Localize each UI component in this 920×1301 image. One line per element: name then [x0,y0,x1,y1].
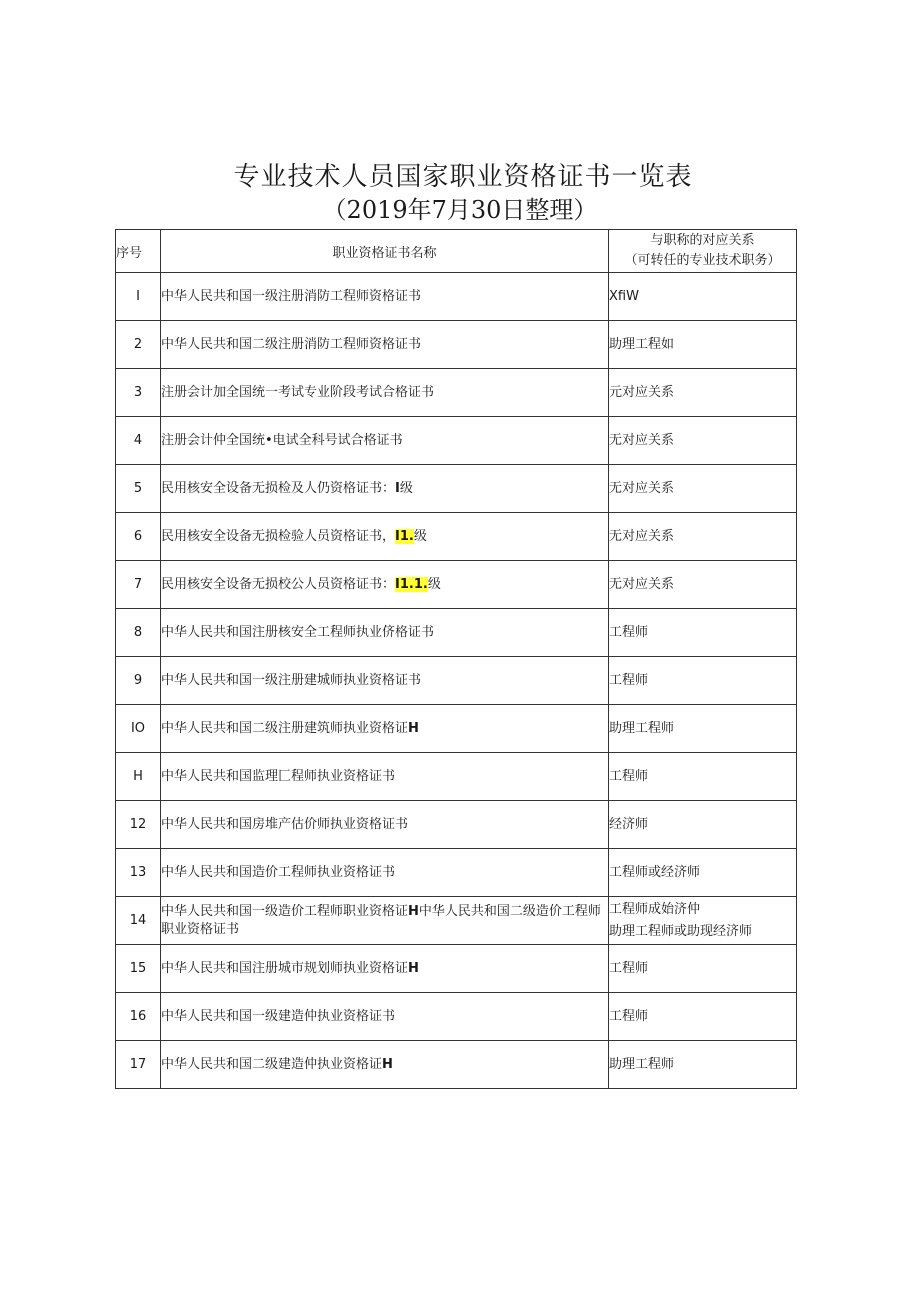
row-number: 14 [116,897,161,945]
title-relation [609,897,797,945]
certificate-name-suffix: 级 [399,480,413,496]
title-relation: 工程师 [609,753,797,801]
title-relation: 工程师或经济师 [609,849,797,897]
row-number: 13 [116,849,161,897]
certificate-name-text: 民用核安全设备无损校公人员资格证书： [161,576,396,592]
title-relation: 助理工程师 [609,705,797,753]
title-line-main: 专业技术人员国家职业资格证书一览表 [233,162,693,192]
certificate-name-text: 民用核安全设备无损检及人仍资格证书： [161,480,396,496]
certificate-name: 中华人民共和国一级注册建城师执业资格证书 [161,657,609,705]
table-row [116,321,797,369]
title-relation: 无对应关系 [609,513,797,561]
certificate-name: 中华人民共和国监理匚程师执业资格证书 [161,753,609,801]
table-row [116,513,797,561]
certificate-name-text: 中华人民共和国注册城市规划师执业资格证 [161,960,409,976]
title-relation: 元对应关系 [609,369,797,417]
row-number: 16 [116,993,161,1041]
row-number: 7 [116,561,161,609]
certificate-name: 中华人民共和国一级注册消防工程师资格证书 [161,273,609,321]
certificate-level-highlight: I1. [395,528,414,544]
certificate-level: I [395,480,400,496]
certificate-name: 中华人民共和国二级注册消防工程师资格证书 [161,321,609,369]
table-row [116,561,797,609]
table-row [116,465,797,513]
certificate-name: 中华人民共和国造价工程师执业资格证书 [161,849,609,897]
title-relation: 工程师 [609,609,797,657]
certificate-name: 中华人民共和国注册核安全工程师执业侪格证书 [161,609,609,657]
certificate-name-text: 中华人民共和国一级造价工程师职业资格证 [161,903,409,919]
row-number: 12 [116,801,161,849]
header-relation-line2: （可转任的专业技术职务） [624,253,781,268]
row-number: 8 [116,609,161,657]
table-row [116,801,797,849]
title-relation: 工程师 [609,945,797,993]
certificate-name [161,465,609,513]
title-relation-line2: 助理工程师或助现经济师 [609,923,753,939]
certificate-name [161,897,609,945]
certificate-name-separator: H [408,903,419,919]
table-row [116,945,797,993]
title-relation: 工程师 [609,993,797,1041]
row-number: 3 [116,369,161,417]
table-header-row [116,230,797,273]
certificate-name: 注册会计仲全国统•电试全科号试合格证书 [161,417,609,465]
row-number: 17 [116,1041,161,1089]
certificate-name-text: 中华人民共和国二级注册建筑师执业资格证 [161,720,409,736]
certificate-name-suffix: 级 [427,576,441,592]
certificate-name [161,561,609,609]
table-row [116,657,797,705]
certificate-name: 中华人民共和国房堆产估价师执业资格证书 [161,801,609,849]
table-row [116,849,797,897]
certificate-name [161,1041,609,1089]
title-relation-line1: 工程师成始济仲 [609,901,701,917]
certificate-name-tail: H [408,720,419,736]
certificate-name-second: 中华人民共和国二级造价工程师职业资格证书 [161,903,601,937]
certificate-table [115,229,797,1089]
certificate-name-text: 中华人民共和国二级建造仲执业资格证 [161,1056,383,1072]
row-number: 5 [116,465,161,513]
title-relation: 经济师 [609,801,797,849]
certificate-name-suffix: 级 [413,528,427,544]
title-relation: XfiW [609,273,797,321]
title-relation: 无对应关系 [609,465,797,513]
certificate-name: 注册会计加全国统一考试专业阶段考试合格证书 [161,369,609,417]
certificate-name [161,945,609,993]
title-line-date: （2019年7月30日整理） [322,196,598,224]
row-number: IO [116,705,161,753]
table-row [116,993,797,1041]
certificate-name: 中华人民共和国一级建造仲执业资格证书 [161,993,609,1041]
table-row [116,369,797,417]
row-number: 9 [116,657,161,705]
title-relation: 助理工程如 [609,321,797,369]
table-row [116,753,797,801]
row-number: H [116,753,161,801]
header-name: 职业资格证书名称 [161,230,609,273]
header-relation-line1: 与职称的对应关系 [650,233,755,248]
table-row [116,609,797,657]
certificate-name [161,705,609,753]
certificate-name-tail: H [408,960,419,976]
table-row [116,897,797,945]
table-row [116,273,797,321]
row-number: 2 [116,321,161,369]
row-number: 4 [116,417,161,465]
header-num: 序号 [116,230,161,273]
certificate-name-tail: H [382,1056,393,1072]
certificate-name [161,513,609,561]
title-relation: 无对应关系 [609,417,797,465]
certificate-name-text: 民用核安全设备无损检验人员资格证书， [161,528,396,544]
title-relation: 无对应关系 [609,561,797,609]
header-relation [609,230,797,273]
table-row [116,1041,797,1089]
title-relation: 工程师 [609,657,797,705]
row-number: 15 [116,945,161,993]
table-row [116,417,797,465]
document-title [0,160,920,226]
certificate-level-highlight: I1.1. [395,576,428,592]
table-row [116,705,797,753]
row-number: 6 [116,513,161,561]
row-number: I [116,273,161,321]
title-relation: 助理工程师 [609,1041,797,1089]
